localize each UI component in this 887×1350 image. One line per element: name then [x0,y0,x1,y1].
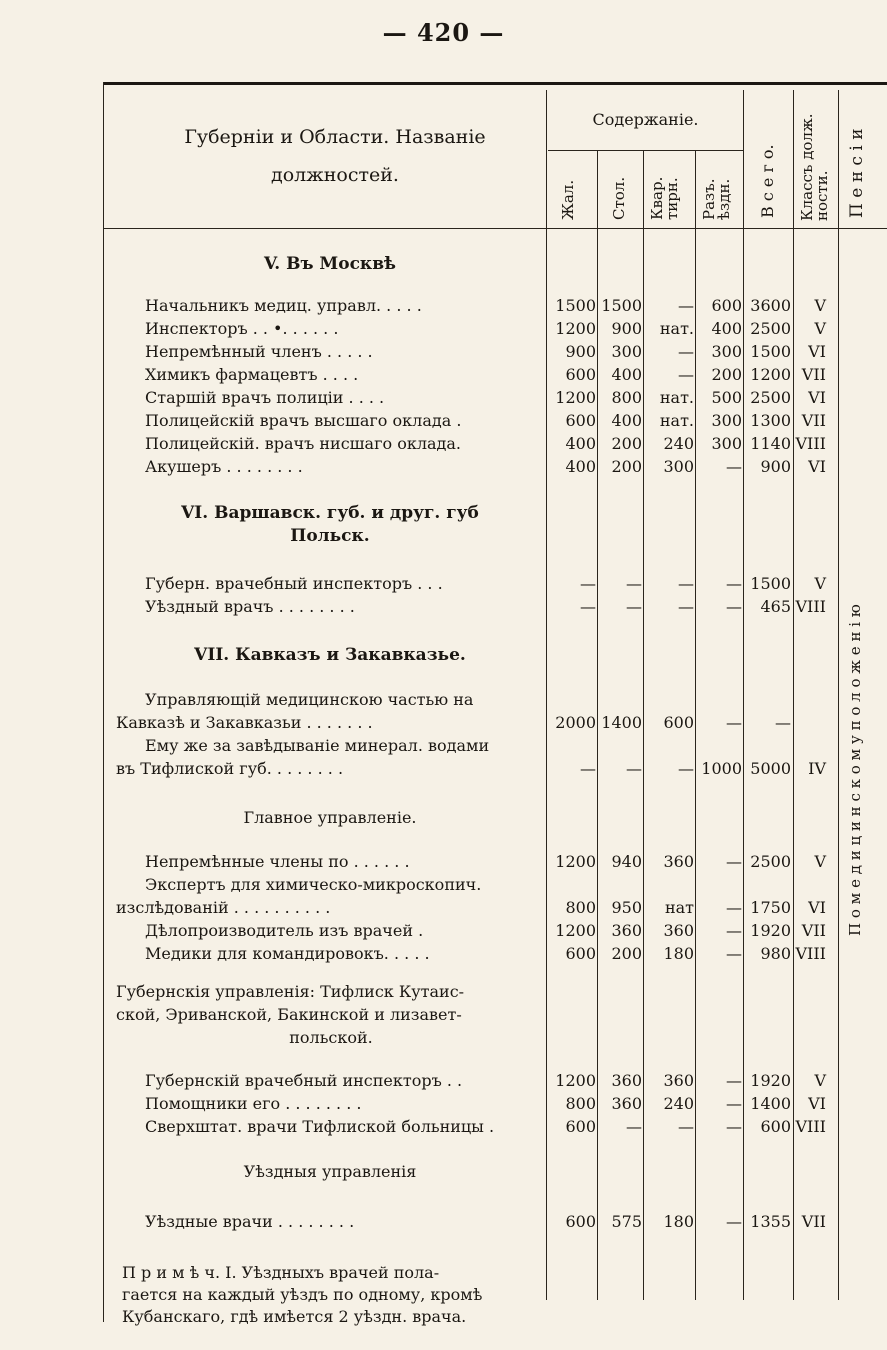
cell-vsego: 1920 [750,921,791,940]
cell-stol: 360 [611,1071,642,1090]
cell-vsego: 1300 [750,411,791,430]
cell-zhal: — [580,597,596,616]
section-warsaw-line1: VI. Варшавск. губ. и друг. губ [181,503,479,523]
cell-klass: VI [808,898,826,917]
cell-vsego: 465 [760,597,791,616]
table-row [0,388,887,410]
cell-vsego: 1500 [750,342,791,361]
table-row [0,1117,887,1139]
header-razezd: Разъ. ѣздн. [700,178,733,220]
cell-kvar: — [678,1117,694,1136]
table-row [0,411,887,433]
position-name: Дѣлопроизводитель изъ врачей . [145,921,424,940]
section-moscow: V. Въ Москвѣ [264,254,396,274]
cell-stol: 400 [611,411,642,430]
cell-klass: VII [801,921,826,940]
cell-klass: V [814,852,826,871]
cell-vsego: 2500 [750,388,791,407]
cell-zhal: 800 [565,1094,596,1113]
cell-stol: 575 [611,1212,642,1231]
cell-kvar: — [678,597,694,616]
position-name: Уѣздный врачъ . . . . . . . . [145,597,355,616]
table-row [0,574,887,596]
cell-zhal: 800 [565,898,596,917]
cell-zhal: — [580,574,596,593]
cell-kvar: 360 [663,921,694,940]
cell-zhal: 600 [565,1212,596,1231]
cell-vsego: 1750 [750,898,791,917]
header-title: Губерніи и Области. Названіе должностей. [184,126,486,186]
cell-klass: VIII [795,434,826,453]
cell-klass: VII [801,411,826,430]
cell-stol: — [626,597,642,616]
cell-stol: 200 [611,434,642,453]
cell-kvar: — [678,365,694,384]
cell-zhal: 600 [565,1117,596,1136]
cell-raz: 1000 [701,759,742,778]
cell-stol: 800 [611,388,642,407]
cell-kvar: — [678,296,694,315]
cell-stol: 200 [611,944,642,963]
cell-stol: — [626,574,642,593]
cell-klass: VIII [795,597,826,616]
note-line3: Кубанскаго, гдѣ имѣется 2 уѣздн. врача. [122,1307,467,1326]
cell-klass: VI [808,1094,826,1113]
cell-raz: — [726,457,742,476]
cell-stol: 360 [611,1094,642,1113]
position-name: Кавказѣ и Закавказьи . . . . . . . [116,713,373,732]
table-row [0,690,887,712]
cell-zhal: 1200 [555,388,596,407]
cell-stol: 300 [611,342,642,361]
cell-stol: 1500 [601,296,642,315]
cell-vsego: — [775,713,791,732]
cell-raz: — [726,852,742,871]
cell-stol: — [626,759,642,778]
header-vsego: В с е г о. [758,144,777,218]
cell-raz: 600 [711,296,742,315]
table-row [0,713,887,735]
table-row [0,1094,887,1116]
cell-raz: — [726,944,742,963]
cell-stol: — [626,1117,642,1136]
cell-vsego: 2500 [750,852,791,871]
cell-zhal: 1200 [555,1071,596,1090]
cell-zhal: 400 [565,457,596,476]
cell-raz: 300 [711,434,742,453]
page-number: — 420 — [382,18,505,47]
cell-raz: 300 [711,411,742,430]
cell-zhal: 1200 [555,319,596,338]
cell-stol: 950 [611,898,642,917]
subsection-main-admin: Главное управленіе. [243,808,417,827]
cell-raz: — [726,597,742,616]
table-top-rule [103,82,887,85]
header-stol: Стол. [610,176,628,220]
cell-zhal: 600 [565,365,596,384]
cell-vsego: 1200 [750,365,791,384]
table-row [0,759,887,781]
cell-kvar: 360 [663,1071,694,1090]
cell-zhal: 900 [565,342,596,361]
cell-raz: — [726,1071,742,1090]
cell-raz: — [726,921,742,940]
position-name: Губерн. врачебный инспекторъ . . . [145,574,443,593]
cell-vsego: 3600 [750,296,791,315]
cell-klass: V [814,1071,826,1090]
cell-zhal: 400 [565,434,596,453]
table-row [0,898,887,920]
position-name: въ Тифлиской губ. . . . . . . . [116,759,344,778]
cell-kvar: — [678,342,694,361]
cell-zhal: 2000 [555,713,596,732]
note-line1: П р и м ѣ ч. I. Уѣздныхъ врачей пола- [122,1263,440,1282]
position-name: Управляющій медицинскою частью на [145,690,474,709]
cell-kvar: — [678,759,694,778]
position-name: изслѣдованій . . . . . . . . . . [116,898,331,917]
table-row [0,342,887,364]
cell-kvar: 300 [663,457,694,476]
table-row [0,365,887,387]
table-row [0,597,887,619]
cell-kvar: нат. [659,388,694,407]
cell-vsego: 1355 [750,1212,791,1231]
position-name: Медики для командировокъ. . . . . [145,944,430,963]
position-name: Полицейскій. врачъ нисшаго оклада. [145,434,461,453]
cell-kvar: 180 [663,1212,694,1231]
cell-raz: — [726,1094,742,1113]
cell-raz: — [726,574,742,593]
subsection-gub-admin-1: Губернскія управленія: Тифлиск Кутаис- [116,982,465,1001]
cell-stol: 940 [611,852,642,871]
cell-raz: 200 [711,365,742,384]
section-warsaw-line2: Польск. [290,526,370,546]
cell-kvar: 600 [663,713,694,732]
table-row [0,736,887,758]
cell-stol: 400 [611,365,642,384]
cell-kvar: нат. [659,411,694,430]
cell-klass: V [814,319,826,338]
position-name: Инспекторъ . . •. . . . . . [145,319,339,338]
cell-vsego: 1140 [750,434,791,453]
cell-zhal: 1200 [555,921,596,940]
table-row [0,875,887,897]
cell-klass: V [814,574,826,593]
cell-stol: 360 [611,921,642,940]
cell-stol: 1400 [601,713,642,732]
cell-vsego: 1920 [750,1071,791,1090]
cell-vsego: 1500 [750,574,791,593]
cell-klass: VIII [795,944,826,963]
cell-vsego: 980 [760,944,791,963]
cell-klass: VI [808,342,826,361]
table-row [0,296,887,318]
cell-kvar: — [678,574,694,593]
cell-vsego: 900 [760,457,791,476]
header-zhal: Жал. [559,179,577,220]
cell-stol: 900 [611,319,642,338]
cell-kvar: 240 [663,434,694,453]
table-row [0,852,887,874]
cell-zhal: 1500 [555,296,596,315]
cell-kvar: 240 [663,1094,694,1113]
cell-zhal: — [580,759,596,778]
position-name: Химикъ фармацевтъ . . . . [145,365,359,384]
table-row [0,434,887,456]
cell-raz: — [726,898,742,917]
cell-vsego: 600 [760,1117,791,1136]
table-row [0,457,887,479]
position-name: Начальникъ медиц. управл. . . . . [145,296,422,315]
position-name: Ему же за завѣдываніе минерал. водами [145,736,490,755]
subsection-uezd-admin: Уѣздныя управленія [243,1162,417,1181]
position-name: Акушеръ . . . . . . . . [145,457,303,476]
cell-klass: VI [808,388,826,407]
cell-kvar: нат. [659,319,694,338]
cell-raz: — [726,1212,742,1231]
cell-stol: 200 [611,457,642,476]
soderzhanie-underline [548,150,743,151]
header-klass: Классъ долж. ности. [798,113,831,221]
position-name: Непремѣнный членъ . . . . . [145,342,373,361]
cell-zhal: 600 [565,944,596,963]
header-soderzhanie: Содержаніе. [592,110,699,129]
cell-raz: 400 [711,319,742,338]
note-line2: гается на каждый уѣздъ по одному, кромѣ [122,1285,483,1304]
position-name: Полицейскій врачъ высшаго оклада . [145,411,462,430]
pension-side-text: П о м е д и ц и н с к о м у п о л о ж е н і ю [846,604,864,936]
cell-kvar: 360 [663,852,694,871]
table-row [0,921,887,943]
table-row [0,1212,887,1234]
cell-kvar: нат [664,898,694,917]
subsection-gub-admin-2: ской, Эриванской, Бакинской и лизавет- [116,1005,462,1024]
cell-vsego: 5000 [750,759,791,778]
cell-raz: 300 [711,342,742,361]
table-row [0,319,887,341]
cell-klass: VII [801,1212,826,1231]
cell-raz: — [726,1117,742,1136]
cell-zhal: 600 [565,411,596,430]
position-name: Уѣздные врачи . . . . . . . . [145,1212,355,1231]
cell-kvar: 180 [663,944,694,963]
cell-klass: VI [808,457,826,476]
position-name: Сверхштат. врачи Тифлиской больницы . [145,1117,495,1136]
position-name: Непремѣнные члены по . . . . . . [145,852,410,871]
cell-klass: VIII [795,1117,826,1136]
table-row [0,1071,887,1093]
header-bottom-rule [103,228,887,229]
position-name: Губернскій врачебный инспекторъ . . [145,1071,463,1090]
cell-klass: IV [808,759,826,778]
cell-klass: V [814,296,826,315]
position-name: Старшій врачъ полиціи . . . . [145,388,385,407]
position-name: Помощники его . . . . . . . . [145,1094,362,1113]
cell-klass: VII [801,365,826,384]
table-row [0,944,887,966]
cell-raz: 500 [711,388,742,407]
cell-vsego: 1400 [750,1094,791,1113]
position-name: Экспертъ для химическо-микроскопич. [145,875,482,894]
header-kvar: Квар. тирн. [648,176,681,220]
cell-vsego: 2500 [750,319,791,338]
cell-raz: — [726,713,742,732]
cell-zhal: 1200 [555,852,596,871]
section-caucasus: VII. Кавказъ и Закавказье. [194,645,466,665]
header-pensii: П е н с і и [847,128,867,218]
subsection-gub-admin-3: польской. [289,1028,373,1047]
